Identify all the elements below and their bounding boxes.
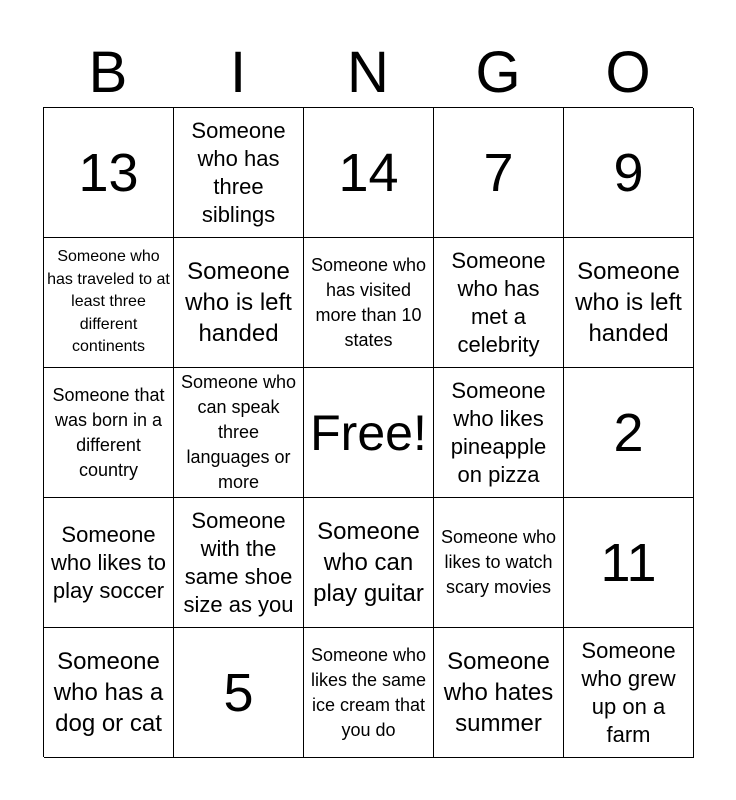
bingo-cell-text: Someone who likes pineapple on pizza xyxy=(450,377,547,487)
bingo-cell-text: Someone who hates summer xyxy=(443,648,554,737)
bingo-cell-text: 13 xyxy=(78,142,139,203)
header-letter-b: B xyxy=(88,40,128,105)
bingo-cell[interactable] xyxy=(44,238,174,368)
bingo-cell[interactable] xyxy=(44,368,174,498)
bingo-cell[interactable] xyxy=(174,108,304,238)
bingo-cell-text: Someone who has three siblings xyxy=(191,117,286,227)
bingo-cell[interactable] xyxy=(304,108,434,238)
bingo-cell[interactable] xyxy=(174,628,304,758)
bingo-cell-text: Someone who likes the same ice cream that you do xyxy=(310,644,427,740)
bingo-cell[interactable] xyxy=(434,368,564,498)
bingo-cell-text: Someone who likes to play soccer xyxy=(51,521,166,603)
bingo-cell[interactable] xyxy=(564,238,694,368)
bingo-cell-text: 14 xyxy=(338,142,399,203)
bingo-cell[interactable] xyxy=(564,108,694,238)
free-space-cell[interactable] xyxy=(304,368,434,498)
bingo-cell[interactable] xyxy=(174,498,304,628)
bingo-cell[interactable] xyxy=(174,368,304,498)
bingo-cell-text: Someone who has traveled to at least three different continents xyxy=(47,248,170,356)
bingo-cell[interactable] xyxy=(434,628,564,758)
bingo-cell[interactable] xyxy=(434,238,564,368)
bingo-cell-text: 7 xyxy=(483,142,514,203)
free-space-label: Free! xyxy=(310,404,427,461)
bingo-cell-text: Someone who can speak three languages or more xyxy=(180,372,297,492)
bingo-cell-text: Someone who is left handed xyxy=(575,258,682,347)
bingo-cell[interactable] xyxy=(564,628,694,758)
bingo-cell[interactable] xyxy=(434,498,564,628)
bingo-cell[interactable] xyxy=(44,498,174,628)
bingo-cell[interactable] xyxy=(174,238,304,368)
bingo-cell[interactable] xyxy=(434,108,564,238)
bingo-cell[interactable] xyxy=(304,498,434,628)
bingo-cell-text: 11 xyxy=(600,532,657,593)
bingo-grid xyxy=(43,107,693,757)
bingo-cell-text: Someone who has visited more than 10 states xyxy=(310,254,427,350)
bingo-cell-text: Someone who has met a celebrity xyxy=(451,247,546,357)
bingo-cell-text: Someone who is left handed xyxy=(185,258,292,347)
bingo-cell-text: 2 xyxy=(613,402,644,463)
bingo-cell[interactable] xyxy=(44,628,174,758)
header-letter-n: N xyxy=(347,40,389,105)
bingo-cell[interactable] xyxy=(564,498,694,628)
bingo-cell-text: Someone that was born in a different country xyxy=(52,384,165,480)
header-letter-i: I xyxy=(229,40,247,105)
bingo-header xyxy=(43,38,693,108)
bingo-cell[interactable] xyxy=(44,108,174,238)
header-letter-g: G xyxy=(475,40,521,105)
bingo-cell-text: Someone who likes to watch scary movies xyxy=(440,527,557,597)
bingo-cell-text: Someone who grew up on a farm xyxy=(581,637,676,747)
bingo-cell[interactable] xyxy=(564,368,694,498)
bingo-cell[interactable] xyxy=(304,628,434,758)
bingo-cell-text: Someone with the same shoe size as you xyxy=(183,507,294,617)
header-letter-o: O xyxy=(605,40,651,105)
bingo-cell-text: 9 xyxy=(613,142,644,203)
bingo-cell-text: Someone who has a dog or cat xyxy=(53,648,164,737)
bingo-cell[interactable] xyxy=(304,238,434,368)
bingo-cell-text: 5 xyxy=(223,662,254,723)
bingo-cell-text: Someone who can play guitar xyxy=(313,518,424,607)
